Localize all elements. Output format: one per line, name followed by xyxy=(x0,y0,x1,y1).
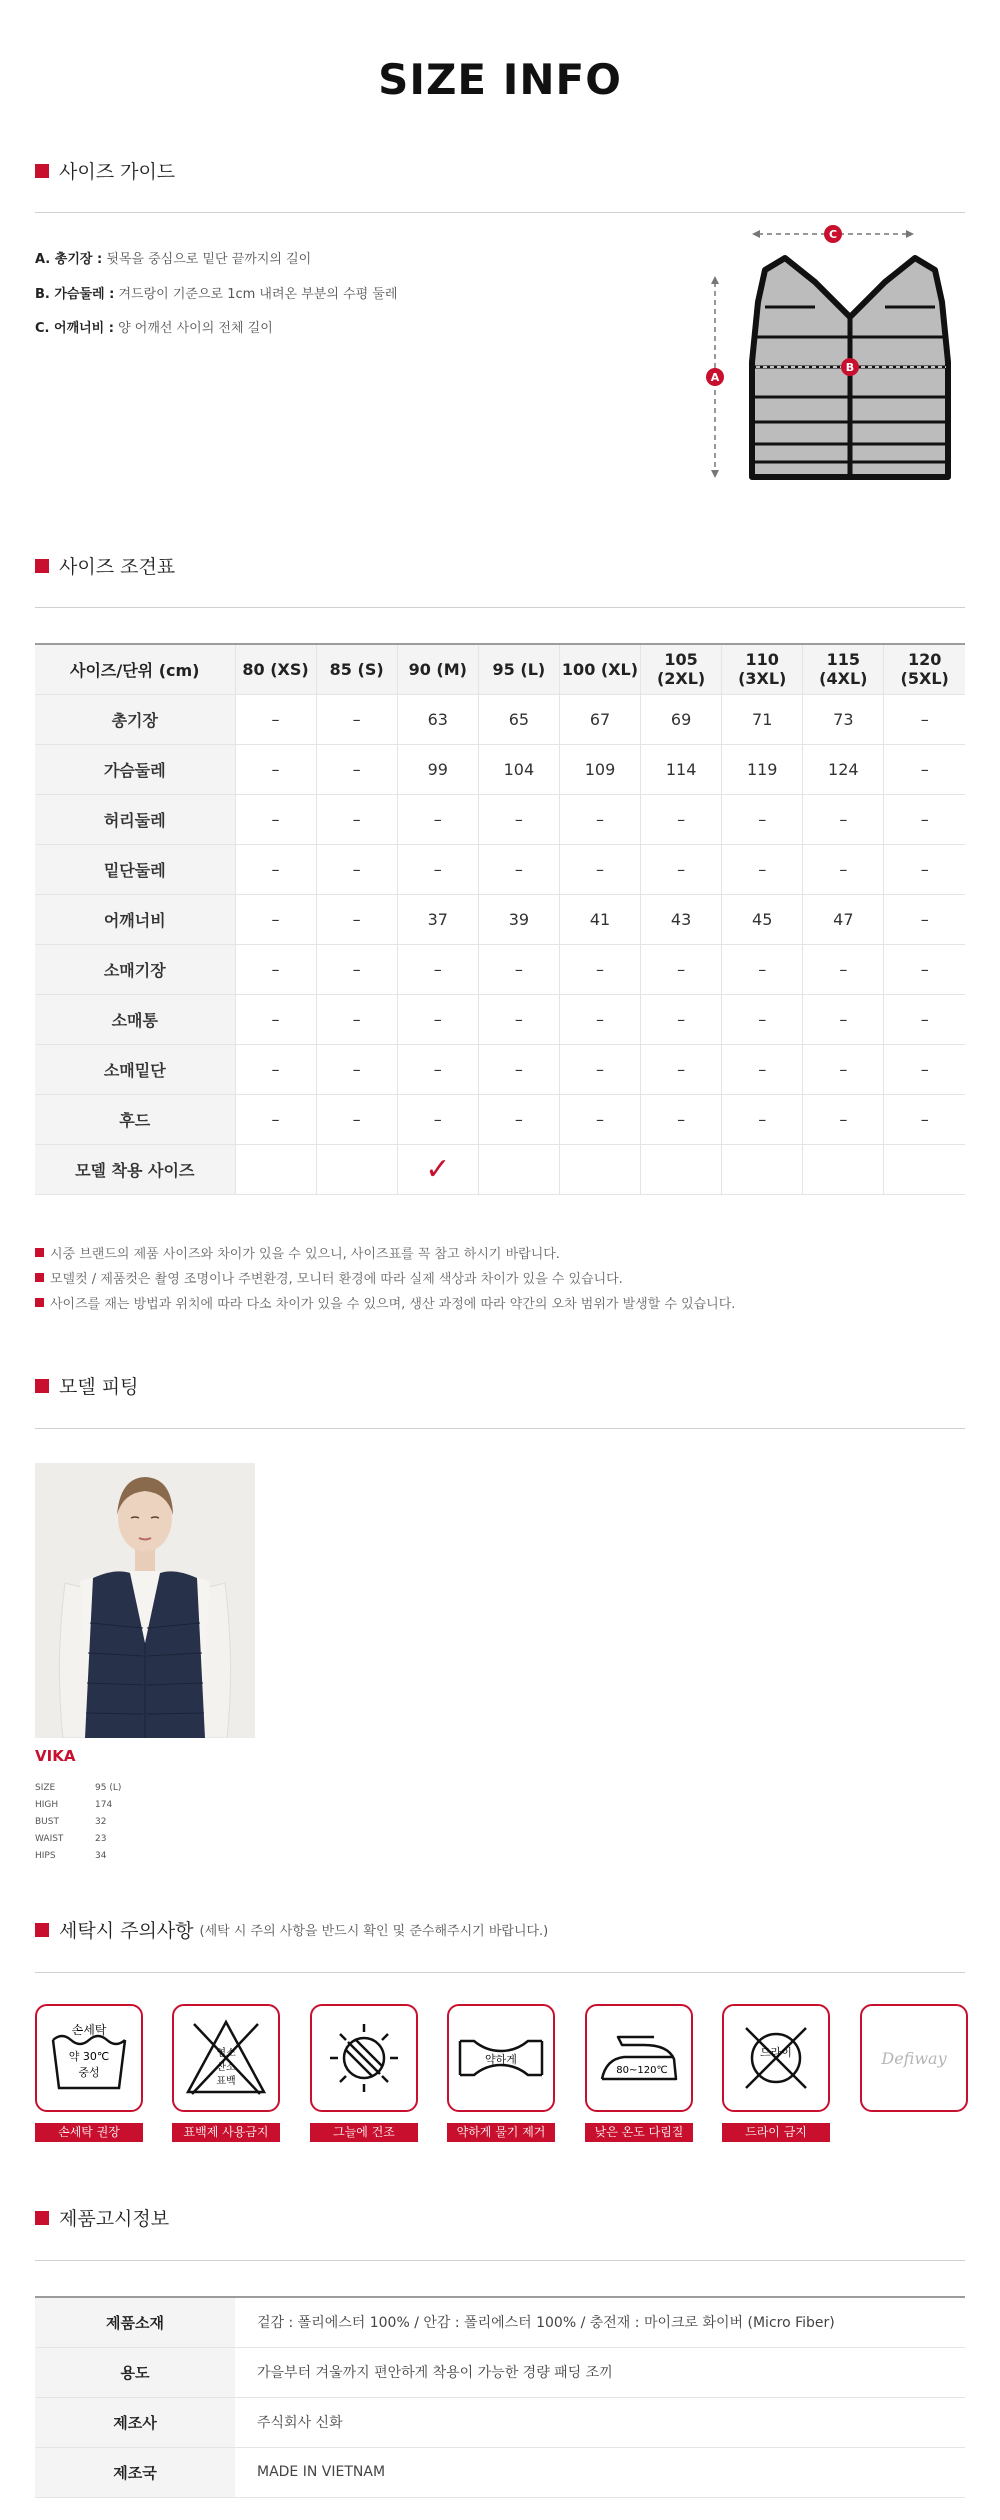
size-header-cell: 115 (4XL) xyxy=(803,644,884,694)
svg-text:C: C xyxy=(828,228,838,241)
size-cell: – xyxy=(722,794,803,844)
svg-text:표백: 표백 xyxy=(216,2076,236,2087)
guide-item-a xyxy=(35,248,311,267)
care-brand-logo xyxy=(860,2004,968,2112)
care-label: 약하게 물기 제거 xyxy=(447,2123,555,2142)
care-gentle-wring xyxy=(447,2004,555,2112)
svg-text:Defiway: Defiway xyxy=(881,2049,947,2068)
svg-text:80~120℃: 80~120℃ xyxy=(616,2065,668,2076)
size-cell: – xyxy=(316,994,397,1044)
size-row-label: 후드 xyxy=(35,1094,235,1144)
size-cell: 41 xyxy=(559,894,640,944)
size-header-cell: 105 (2XL) xyxy=(641,644,722,694)
guide-desc: 양 어깨선 사이의 전체 길이 xyxy=(118,321,273,336)
size-table-row xyxy=(35,794,965,844)
size-cell: – xyxy=(722,1094,803,1144)
guide-desc: 겨드랑이 기준으로 1cm 내려온 부분의 수평 둘레 xyxy=(118,287,398,302)
size-cell: – xyxy=(235,944,316,994)
gentle-wring-icon xyxy=(456,2023,546,2093)
info-row xyxy=(35,2347,965,2397)
size-cell: – xyxy=(478,944,559,994)
iron-icon xyxy=(594,2023,684,2093)
size-header-cell: 110 (3XL) xyxy=(722,644,803,694)
size-table-body xyxy=(35,694,965,1194)
size-table-row xyxy=(35,994,965,1044)
spec-value: 95 (L) xyxy=(95,1783,122,1793)
page-title: SIZE INFO xyxy=(378,55,622,104)
size-cell: – xyxy=(478,994,559,1044)
care-label: 낮은 온도 다림질 xyxy=(585,2123,693,2142)
section-marker xyxy=(35,559,49,573)
guide-label: B. 가슴둘레 : xyxy=(35,287,115,302)
size-cell: – xyxy=(803,1094,884,1144)
size-cell: 37 xyxy=(397,894,478,944)
section-model-heading xyxy=(35,1372,138,1399)
size-cell: – xyxy=(316,894,397,944)
size-cell: 63 xyxy=(397,694,478,744)
section-subtitle: (세탁 시 주의 사항을 반드시 확인 및 준수해주시기 바랍니다.) xyxy=(199,1924,549,1939)
svg-text:산소: 산소 xyxy=(216,2062,236,2073)
size-cell xyxy=(803,1144,884,1194)
size-cell xyxy=(316,1144,397,1194)
svg-text:B: B xyxy=(845,361,855,374)
guide-label: A. 총기장 : xyxy=(35,252,103,267)
size-cell: – xyxy=(884,794,965,844)
guide-item-c xyxy=(35,317,273,336)
size-header-cell: 95 (L) xyxy=(478,644,559,694)
size-cell: – xyxy=(397,794,478,844)
model-name: VIKA xyxy=(35,1747,76,1765)
size-cell: 124 xyxy=(803,744,884,794)
size-cell: – xyxy=(316,1094,397,1144)
size-row-label: 소매통 xyxy=(35,994,235,1044)
section-size-guide-heading xyxy=(35,157,175,184)
size-cell: – xyxy=(235,994,316,1044)
no-bleach-icon xyxy=(184,2018,268,2098)
svg-text:약하게: 약하게 xyxy=(485,2053,517,2066)
section-size-chart-heading xyxy=(35,552,175,579)
size-row-label: 총기장 xyxy=(35,694,235,744)
size-cell xyxy=(235,1144,316,1194)
size-header-cell: 85 (S) xyxy=(316,644,397,694)
size-cell: – xyxy=(397,994,478,1044)
note-marker xyxy=(35,1273,44,1282)
size-header-label: 사이즈/단위 (cm) xyxy=(35,644,235,694)
section-care-heading xyxy=(35,1916,548,1943)
size-cell: – xyxy=(316,944,397,994)
size-row-label: 소매기장 xyxy=(35,944,235,994)
note-marker xyxy=(35,1298,44,1307)
spec-key: BUST xyxy=(35,1817,59,1827)
size-cell: – xyxy=(641,794,722,844)
model-figure-icon xyxy=(35,1463,255,1738)
size-cell: 47 xyxy=(803,894,884,944)
info-row xyxy=(35,2447,965,2497)
spec-value: 23 xyxy=(95,1834,107,1844)
size-cell: 67 xyxy=(559,694,640,744)
size-cell: – xyxy=(803,844,884,894)
size-cell: 45 xyxy=(722,894,803,944)
size-cell: 73 xyxy=(803,694,884,744)
guide-item-b xyxy=(35,283,397,302)
size-cell: – xyxy=(884,694,965,744)
size-cell: 65 xyxy=(478,694,559,744)
size-row-label: 어깨너비 xyxy=(35,894,235,944)
section-divider xyxy=(35,2260,965,2261)
size-cell: – xyxy=(884,994,965,1044)
size-cell: – xyxy=(316,844,397,894)
size-cell: – xyxy=(884,894,965,944)
size-cell: – xyxy=(559,794,640,844)
size-row-label: 밑단둘레 xyxy=(35,844,235,894)
size-row-label: 모델 착용 사이즈 xyxy=(35,1144,235,1194)
section-title: 모델 피팅 xyxy=(59,1376,139,1398)
model-spec-row xyxy=(35,1783,121,1793)
shade-dry-icon xyxy=(322,2016,406,2100)
section-divider xyxy=(35,607,965,608)
svg-text:염소: 염소 xyxy=(216,2048,236,2059)
model-spec-row xyxy=(35,1800,112,1810)
size-cell: – xyxy=(235,844,316,894)
size-cell: – xyxy=(722,1044,803,1094)
size-cell: – xyxy=(478,844,559,894)
size-cell: – xyxy=(478,1094,559,1144)
section-product-info-heading xyxy=(35,2204,169,2231)
size-cell: – xyxy=(803,794,884,844)
spec-key: WAIST xyxy=(35,1834,64,1844)
size-cell: – xyxy=(397,1094,478,1144)
marker-c xyxy=(824,225,842,243)
size-cell: 99 xyxy=(397,744,478,794)
size-cell: – xyxy=(884,1094,965,1144)
size-cell: 119 xyxy=(722,744,803,794)
size-cell: – xyxy=(559,1094,640,1144)
spec-value: 34 xyxy=(95,1851,107,1861)
hand-wash-icon xyxy=(47,2018,131,2098)
model-size-row xyxy=(35,1144,965,1194)
care-label: 그늘에 건조 xyxy=(310,2123,418,2142)
spec-key: HIPS xyxy=(35,1851,56,1861)
model-photo xyxy=(35,1463,255,1738)
guide-desc: 뒷목을 중심으로 밑단 끝까지의 길이 xyxy=(106,252,312,267)
size-cell xyxy=(722,1144,803,1194)
size-cell xyxy=(641,1144,722,1194)
care-label: 드라이 금지 xyxy=(722,2123,830,2142)
svg-text:드라이: 드라이 xyxy=(760,2046,792,2059)
size-cell: – xyxy=(478,794,559,844)
size-cell: 71 xyxy=(722,694,803,744)
size-cell: – xyxy=(316,794,397,844)
info-key: 제조국 xyxy=(35,2447,235,2497)
size-cell: – xyxy=(478,1044,559,1094)
size-cell: – xyxy=(641,994,722,1044)
care-shade-dry xyxy=(310,2004,418,2112)
size-cell: – xyxy=(803,944,884,994)
vest-measure-diagram xyxy=(690,222,980,492)
size-row-label: 허리둘레 xyxy=(35,794,235,844)
info-key: 제조사 xyxy=(35,2397,235,2447)
size-cell: – xyxy=(641,1094,722,1144)
size-table-row xyxy=(35,944,965,994)
size-table-row xyxy=(35,744,965,794)
size-cell: 104 xyxy=(478,744,559,794)
size-cell: – xyxy=(803,1044,884,1094)
guide-label: C. 어깨너비 : xyxy=(35,321,114,336)
section-title: 제품고시정보 xyxy=(59,2208,170,2230)
size-cell: 109 xyxy=(559,744,640,794)
note-marker xyxy=(35,1248,44,1257)
spec-key: SIZE xyxy=(35,1783,56,1793)
size-cell: – xyxy=(641,1044,722,1094)
size-header-cell: 100 (XL) xyxy=(559,644,640,694)
brand-logo-icon xyxy=(866,2038,962,2078)
info-row xyxy=(35,2297,965,2347)
size-table-row xyxy=(35,894,965,944)
section-divider xyxy=(35,212,965,213)
size-note xyxy=(35,1243,560,1262)
size-cell xyxy=(559,1144,640,1194)
size-note xyxy=(35,1268,623,1287)
size-cell: – xyxy=(884,1044,965,1094)
size-header-cell: 120 (5XL) xyxy=(884,644,965,694)
size-cell: – xyxy=(235,794,316,844)
size-cell: – xyxy=(397,944,478,994)
size-cell: – xyxy=(235,1094,316,1144)
size-cell: – xyxy=(235,894,316,944)
size-row-label: 가슴둘레 xyxy=(35,744,235,794)
svg-text:약 30℃: 약 30℃ xyxy=(68,2050,110,2063)
model-size-check-icon: ✓ xyxy=(397,1144,478,1194)
svg-text:중성: 중성 xyxy=(78,2066,100,2079)
size-cell: – xyxy=(235,1044,316,1094)
size-table-row xyxy=(35,1044,965,1094)
size-cell: – xyxy=(884,744,965,794)
section-divider xyxy=(35,1972,965,1973)
section-divider xyxy=(35,1428,965,1429)
care-label: 손세탁 권장 xyxy=(35,2123,143,2142)
product-info-table xyxy=(35,2296,965,2498)
info-key: 용도 xyxy=(35,2347,235,2397)
section-marker xyxy=(35,1923,49,1937)
info-key: 제품소재 xyxy=(35,2297,235,2347)
size-table-row xyxy=(35,694,965,744)
size-header-cell: 80 (XS) xyxy=(235,644,316,694)
care-label: 표백제 사용금지 xyxy=(172,2123,280,2142)
info-value: 가을부터 겨울까지 편안하게 착용이 가능한 경량 패딩 조끼 xyxy=(235,2347,965,2397)
size-cell: – xyxy=(559,944,640,994)
info-row xyxy=(35,2397,965,2447)
size-cell: 69 xyxy=(641,694,722,744)
section-marker xyxy=(35,2211,49,2225)
spec-value: 32 xyxy=(95,1817,107,1827)
info-value: 겉감 : 폴리에스터 100% / 안감 : 폴리에스터 100% / 충전재 : 마이크로 화이버 (Micro Fiber) xyxy=(235,2297,965,2347)
size-cell: – xyxy=(397,844,478,894)
no-dry-clean-icon xyxy=(734,2016,818,2100)
section-title: 사이즈 가이드 xyxy=(59,161,176,183)
size-cell: 39 xyxy=(478,894,559,944)
size-table-header-row xyxy=(35,644,965,694)
note-text: 시중 브랜드의 제품 사이즈와 차이가 있을 수 있으니, 사이즈표를 꼭 참고 하시기 바랍니다. xyxy=(50,1247,560,1262)
size-cell xyxy=(884,1144,965,1194)
size-cell: – xyxy=(641,844,722,894)
size-cell: – xyxy=(884,944,965,994)
size-cell: – xyxy=(559,1044,640,1094)
size-note xyxy=(35,1293,735,1312)
size-cell: – xyxy=(235,744,316,794)
size-cell: 43 xyxy=(641,894,722,944)
section-title: 사이즈 조견표 xyxy=(59,556,176,578)
model-spec-row xyxy=(35,1834,106,1844)
info-value: 주식회사 신화 xyxy=(235,2397,965,2447)
size-table-row xyxy=(35,1094,965,1144)
size-cell: – xyxy=(803,994,884,1044)
care-hand-wash xyxy=(35,2004,143,2112)
size-table xyxy=(35,643,965,1195)
size-row-label: 소매밑단 xyxy=(35,1044,235,1094)
size-cell: – xyxy=(722,844,803,894)
marker-b xyxy=(841,358,859,376)
size-cell: – xyxy=(722,994,803,1044)
size-cell: – xyxy=(316,744,397,794)
care-no-bleach xyxy=(172,2004,280,2112)
note-text: 사이즈를 재는 방법과 위치에 따라 다소 차이가 있을 수 있으며, 생산 과정에 따라 약간의 오차 범위가 발생할 수 있습니다. xyxy=(50,1297,736,1312)
section-title: 세탁시 주의사항 xyxy=(59,1920,194,1942)
care-low-iron xyxy=(585,2004,693,2112)
svg-text:A: A xyxy=(710,371,720,384)
size-cell: – xyxy=(316,694,397,744)
marker-a xyxy=(706,368,724,386)
size-cell xyxy=(478,1144,559,1194)
size-cell: – xyxy=(559,994,640,1044)
size-cell: – xyxy=(316,1044,397,1094)
size-cell: – xyxy=(722,944,803,994)
spec-key: HIGH xyxy=(35,1800,59,1810)
size-cell: – xyxy=(641,944,722,994)
size-cell: – xyxy=(235,694,316,744)
size-header-cell: 90 (M) xyxy=(397,644,478,694)
size-cell: – xyxy=(559,844,640,894)
note-text: 모델컷 / 제품컷은 촬영 조명이나 주변환경, 모니터 환경에 따라 실제 색상과 차이가 있을 수 있습니다. xyxy=(50,1272,623,1287)
svg-text:손세탁: 손세탁 xyxy=(71,2023,107,2037)
size-cell: 114 xyxy=(641,744,722,794)
size-table-row xyxy=(35,844,965,894)
section-marker xyxy=(35,164,49,178)
model-spec-row xyxy=(35,1817,106,1827)
size-cell: – xyxy=(884,844,965,894)
model-spec-row xyxy=(35,1851,106,1861)
spec-value: 174 xyxy=(95,1800,113,1810)
size-cell: – xyxy=(397,1044,478,1094)
section-marker xyxy=(35,1379,49,1393)
care-no-dry-clean xyxy=(722,2004,830,2112)
info-value: MADE IN VIETNAM xyxy=(235,2447,965,2497)
